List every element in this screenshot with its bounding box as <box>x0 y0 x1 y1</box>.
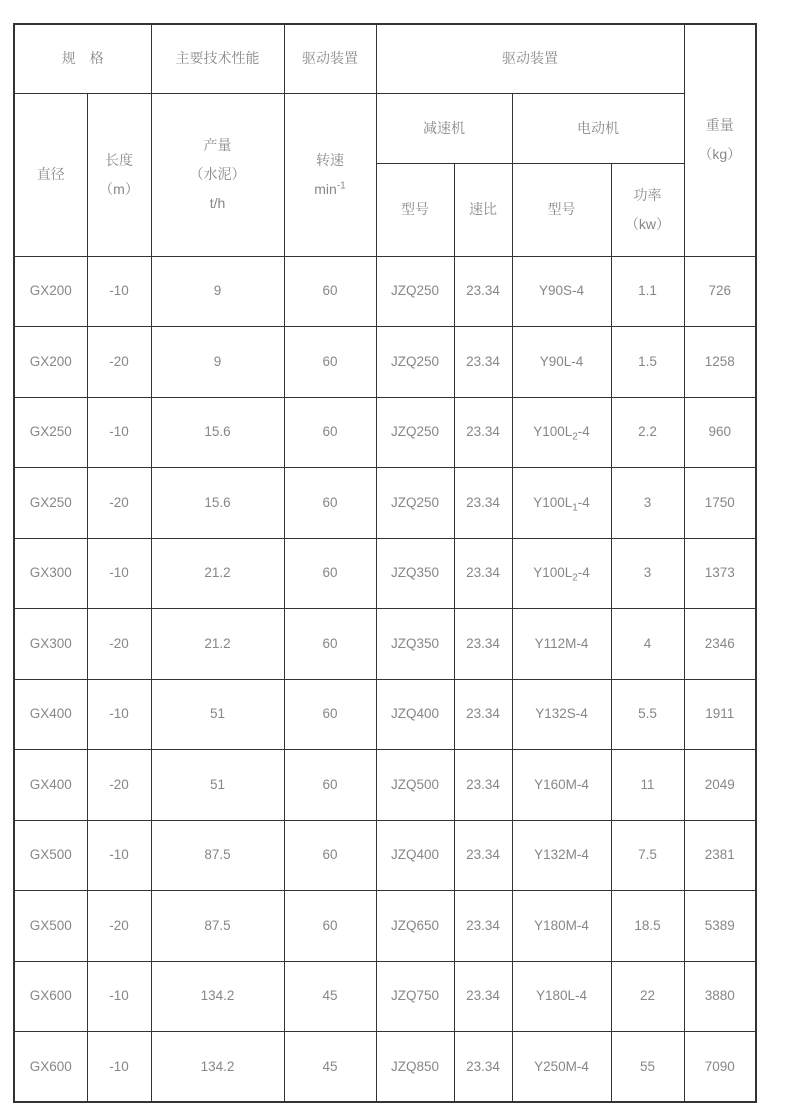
cell-motor-model: $Y100L_2-4$ <box>512 538 611 609</box>
cell-weight: 2381 <box>684 820 756 891</box>
cell-output: 51 <box>151 679 284 750</box>
cell-diameter: GX200 <box>14 256 87 327</box>
cell-length: -10 <box>87 820 151 891</box>
table-row <box>14 750 756 821</box>
cell-weight: 1911 <box>684 679 756 750</box>
cell-power: 1.1 <box>611 256 684 327</box>
cell-weight: 1750 <box>684 468 756 539</box>
cell-weight: 7090 <box>684 1032 756 1103</box>
cell-reducer-model: JZQ250 <box>376 468 454 539</box>
cell-reducer-model: JZQ250 <box>376 327 454 398</box>
cell-reducer-model: JZQ400 <box>376 679 454 750</box>
cell-length: -20 <box>87 750 151 821</box>
cell-reducer-model: JZQ500 <box>376 750 454 821</box>
cell-speed: 45 <box>284 961 376 1032</box>
cell-weight: 2346 <box>684 609 756 680</box>
header-row-2 <box>14 93 756 163</box>
cell-power: 22 <box>611 961 684 1032</box>
cell-output: 9 <box>151 327 284 398</box>
cell-power: 7.5 <box>611 820 684 891</box>
cell-reducer-model: JZQ400 <box>376 820 454 891</box>
cell-speed: 60 <box>284 256 376 327</box>
cell-output: 9 <box>151 256 284 327</box>
header-length: 长度 （m） <box>87 93 151 256</box>
cell-length: -10 <box>87 1032 151 1103</box>
table-header <box>14 24 756 256</box>
cell-ratio: 23.34 <box>454 750 512 821</box>
cell-diameter: GX250 <box>14 397 87 468</box>
cell-length: -10 <box>87 679 151 750</box>
cell-reducer-model: JZQ250 <box>376 256 454 327</box>
cell-weight: 1258 <box>684 327 756 398</box>
cell-power: 2.2 <box>611 397 684 468</box>
product-spec-table <box>13 23 757 1103</box>
cell-ratio: 23.34 <box>454 327 512 398</box>
header-drive-a: 驱动装置 <box>284 24 376 93</box>
cell-power: 3 <box>611 468 684 539</box>
cell-weight: 1373 <box>684 538 756 609</box>
cell-length: -20 <box>87 327 151 398</box>
cell-motor-model: Y112M-4 <box>512 609 611 680</box>
header-reducer-model: 型号 <box>376 163 454 256</box>
header-reducer: 减速机 <box>376 93 512 163</box>
cell-diameter: GX300 <box>14 538 87 609</box>
cell-length: -20 <box>87 891 151 962</box>
cell-output: 21.2 <box>151 538 284 609</box>
cell-power: 11 <box>611 750 684 821</box>
cell-ratio: 23.34 <box>454 679 512 750</box>
cell-motor-model: Y90L-4 <box>512 327 611 398</box>
cell-ratio: 23.34 <box>454 961 512 1032</box>
cell-motor-model: Y180M-4 <box>512 891 611 962</box>
cell-length: -10 <box>87 538 151 609</box>
cell-speed: 60 <box>284 820 376 891</box>
header-row-1 <box>14 24 756 93</box>
cell-speed: 60 <box>284 609 376 680</box>
cell-diameter: GX500 <box>14 820 87 891</box>
cell-weight: 5389 <box>684 891 756 962</box>
cell-motor-model: $Y100L_1-4$ <box>512 468 611 539</box>
cell-speed: 60 <box>284 397 376 468</box>
cell-power: 55 <box>611 1032 684 1103</box>
header-motor: 电动机 <box>512 93 684 163</box>
table-row <box>14 327 756 398</box>
cell-output: 134.2 <box>151 1032 284 1103</box>
cell-output: 15.6 <box>151 468 284 539</box>
cell-ratio: 23.34 <box>454 538 512 609</box>
header-power: 功率 （kw） <box>611 163 684 256</box>
cell-speed: 45 <box>284 1032 376 1103</box>
cell-diameter: GX600 <box>14 1032 87 1103</box>
cell-ratio: 23.34 <box>454 820 512 891</box>
cell-diameter: GX300 <box>14 609 87 680</box>
cell-speed: 60 <box>284 679 376 750</box>
table-row <box>14 538 756 609</box>
cell-motor-model: Y132S-4 <box>512 679 611 750</box>
table-row <box>14 397 756 468</box>
table-row <box>14 820 756 891</box>
cell-speed: 60 <box>284 891 376 962</box>
cell-length: -20 <box>87 468 151 539</box>
cell-ratio: 23.34 <box>454 1032 512 1103</box>
header-main-performance: 主要技术性能 <box>151 24 284 93</box>
table-row <box>14 468 756 539</box>
cell-motor-model: Y90S-4 <box>512 256 611 327</box>
cell-diameter: GX400 <box>14 750 87 821</box>
cell-power: 4 <box>611 609 684 680</box>
cell-weight: 960 <box>684 397 756 468</box>
header-spec: 规 格 <box>14 24 151 93</box>
cell-power: 3 <box>611 538 684 609</box>
table-row <box>14 961 756 1032</box>
cell-output: 51 <box>151 750 284 821</box>
header-drive-b: 驱动装置 <box>376 24 684 93</box>
cell-output: 134.2 <box>151 961 284 1032</box>
cell-motor-model: Y250M-4 <box>512 1032 611 1103</box>
cell-motor-model: Y160M-4 <box>512 750 611 821</box>
cell-output: 87.5 <box>151 820 284 891</box>
cell-motor-model: Y132M-4 <box>512 820 611 891</box>
cell-power: 1.5 <box>611 327 684 398</box>
header-diameter: 直径 <box>14 93 87 256</box>
cell-ratio: 23.34 <box>454 468 512 539</box>
cell-reducer-model: JZQ650 <box>376 891 454 962</box>
cell-diameter: GX200 <box>14 327 87 398</box>
cell-output: 21.2 <box>151 609 284 680</box>
cell-speed: 60 <box>284 538 376 609</box>
cell-motor-model: Y180L-4 <box>512 961 611 1032</box>
cell-output: 15.6 <box>151 397 284 468</box>
cell-speed: 60 <box>284 327 376 398</box>
cell-power: 18.5 <box>611 891 684 962</box>
table-body <box>14 256 756 1102</box>
cell-ratio: 23.34 <box>454 397 512 468</box>
cell-output: 87.5 <box>151 891 284 962</box>
table-row <box>14 891 756 962</box>
cell-diameter: GX250 <box>14 468 87 539</box>
header-motor-model: 型号 <box>512 163 611 256</box>
cell-weight: 726 <box>684 256 756 327</box>
cell-diameter: GX400 <box>14 679 87 750</box>
cell-length: -20 <box>87 609 151 680</box>
cell-ratio: 23.34 <box>454 891 512 962</box>
cell-length: -10 <box>87 397 151 468</box>
cell-reducer-model: JZQ750 <box>376 961 454 1032</box>
table-row <box>14 679 756 750</box>
table-row <box>14 256 756 327</box>
cell-length: -10 <box>87 256 151 327</box>
cell-length: -10 <box>87 961 151 1032</box>
cell-reducer-model: JZQ350 <box>376 538 454 609</box>
cell-ratio: 23.34 <box>454 256 512 327</box>
cell-power: 5.5 <box>611 679 684 750</box>
header-speed: 转速 $\min^{-1}$ <box>284 93 376 256</box>
cell-diameter: GX500 <box>14 891 87 962</box>
table-row <box>14 609 756 680</box>
cell-speed: 60 <box>284 750 376 821</box>
cell-motor-model: $Y100L_2-4$ <box>512 397 611 468</box>
cell-reducer-model: JZQ250 <box>376 397 454 468</box>
cell-reducer-model: JZQ850 <box>376 1032 454 1103</box>
cell-weight: 2049 <box>684 750 756 821</box>
cell-weight: 3880 <box>684 961 756 1032</box>
table-row <box>14 1032 756 1103</box>
header-output: 产量 （水泥） t/h <box>151 93 284 256</box>
header-weight: 重量 （kg） <box>684 24 756 256</box>
cell-diameter: GX600 <box>14 961 87 1032</box>
cell-speed: 60 <box>284 468 376 539</box>
cell-ratio: 23.34 <box>454 609 512 680</box>
header-ratio: 速比 <box>454 163 512 256</box>
cell-reducer-model: JZQ350 <box>376 609 454 680</box>
